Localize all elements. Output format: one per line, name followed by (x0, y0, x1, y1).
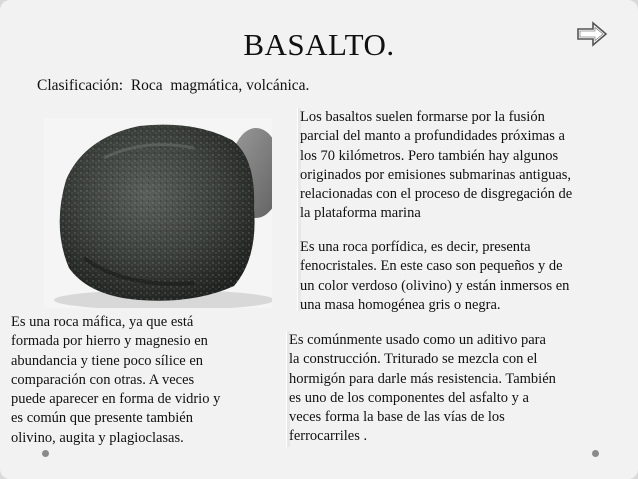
uses-paragraph (289, 331, 556, 447)
paragraph-line: hormigón para darle más resistencia. También (289, 370, 556, 387)
basalt-rock-photo (44, 118, 272, 308)
paragraph-line: una masa homogénea gris o negra. (300, 296, 501, 313)
paragraph-line: Los basaltos suelen formarse por la fusión (300, 109, 545, 125)
paragraph-line: parcial del manto a profundidades próximas a (300, 128, 565, 145)
paragraph-line: relacionadas con el proceso de disgregación de (300, 186, 573, 203)
paragraph-line: puede aparecer en forma de vidrio y (11, 391, 221, 408)
paragraph-line: abundancia y tiene poco sílice en (11, 352, 204, 369)
paragraph-line: formada por hierro y magnesio en (11, 333, 208, 350)
composition-paragraph (11, 313, 220, 448)
decorative-dot (592, 450, 599, 457)
paragraph-line: la plataforma marina (300, 205, 421, 222)
texture-paragraph (300, 238, 569, 315)
paragraph-line: ferrocarriles . (289, 428, 368, 445)
paragraph-line: la construcción. Triturado se mezcla con el (289, 351, 538, 368)
paragraph-line: es uno de los componentes del asfalto y a (289, 389, 529, 406)
paragraph-line: Es una roca porfídica, es decir, presenta (300, 239, 531, 255)
paragraph-line: los 70 kilómetros. Pero también hay algunos (300, 147, 559, 164)
paragraph-line: comparación con otras. A veces (11, 371, 195, 388)
next-arrow-icon[interactable] (576, 20, 608, 48)
origin-paragraph (300, 108, 572, 224)
paragraph-line: Es comúnmente usado como un aditivo para (289, 332, 546, 348)
paragraph-line: Es una roca máfica, ya que está (11, 314, 194, 330)
paragraph-line: originados por emisiones submarinas antiguas, (300, 166, 572, 183)
paragraph-line: fenocristales. En este caso son pequeños y de (300, 258, 563, 275)
paragraph-line: veces forma la base de las vías de los (289, 409, 505, 426)
classification-label: Clasificación: Roca magmática, volcánica. (37, 77, 310, 94)
paragraph-line: olivino, augita y plagioclasas. (11, 429, 184, 446)
slide-title: BASALTO. (243, 27, 395, 62)
paragraph-line: un color verdoso (olivino) y están inmersos en (300, 277, 570, 294)
paragraph-line: es común que presente también (11, 410, 193, 427)
decorative-dot (42, 450, 49, 457)
